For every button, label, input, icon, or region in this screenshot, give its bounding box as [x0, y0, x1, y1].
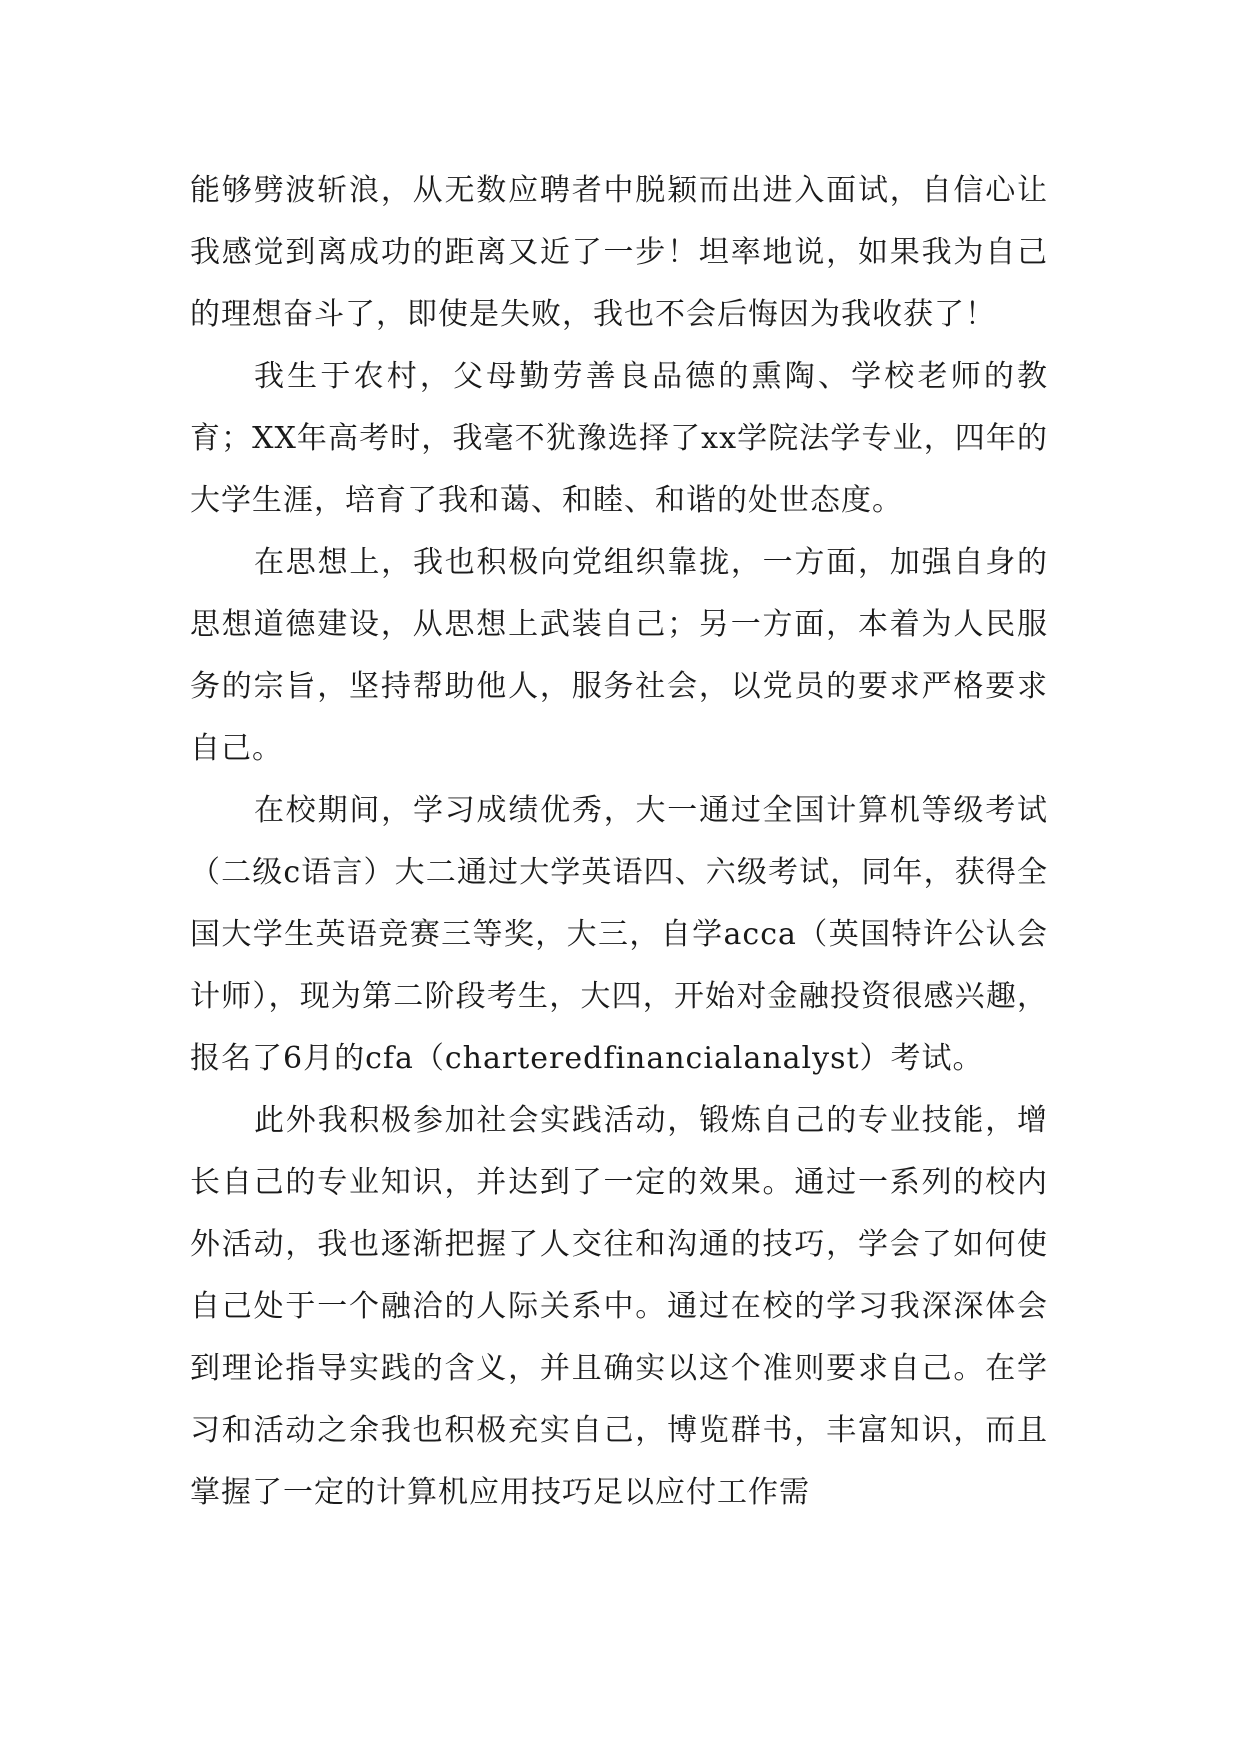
paragraph-3: 在思想上，我也积极向党组织靠拢，一方面，加强自身的思想道德建设，从思想上武装自己；另一方面，本着为人民服务的宗旨，坚持帮助他人，服务社会，以党员的要求严格要求自己。 [190, 545, 1048, 766]
paragraph-4: 在校期间，学习成绩优秀，大一通过全国计算机等级考试（二级c语言）大二通过大学英语四、六级考试，同年，获得全国大学生英语竞赛三等奖，大三，自学acca（英国特许公认会计师），现为第二阶段考生，大四，开始对金融投资很感兴趣，报名了6月的cfa（charteredfinancialanalyst）考试。 [190, 793, 1048, 1076]
paragraph-5: 此外我积极参加社会实践活动，锻炼自己的专业技能，增长自己的专业知识，并达到了一定的效果。通过一系列的校内外活动，我也逐渐把握了人交往和沟通的技巧，学会了如何使自己处于一个融洽的人际关系中。通过在校的学习我深深体会到理论指导实践的含义，并且确实以这个准则要求自己。在学习和活动之余我也积极充实自己，博览群书，丰富知识，而且掌握了一定的计算机应用技巧足以应付工作需 [190, 1103, 1048, 1510]
paragraph-2: 我生于农村，父母勤劳善良品德的熏陶、学校老师的教育；XX年高考时，我毫不犹豫选择了xx学院法学专业，四年的大学生涯，培育了我和蔼、和睦、和谐的处世态度。 [190, 359, 1048, 518]
document-body [190, 160, 1048, 1524]
paragraph-1: 能够劈波斩浪，从无数应聘者中脱颖而出进入面试，自信心让我感觉到离成功的距离又近了一步！坦率地说，如果我为自己的理想奋斗了，即使是失败，我也不会后悔因为我收获了！ [190, 173, 1048, 332]
